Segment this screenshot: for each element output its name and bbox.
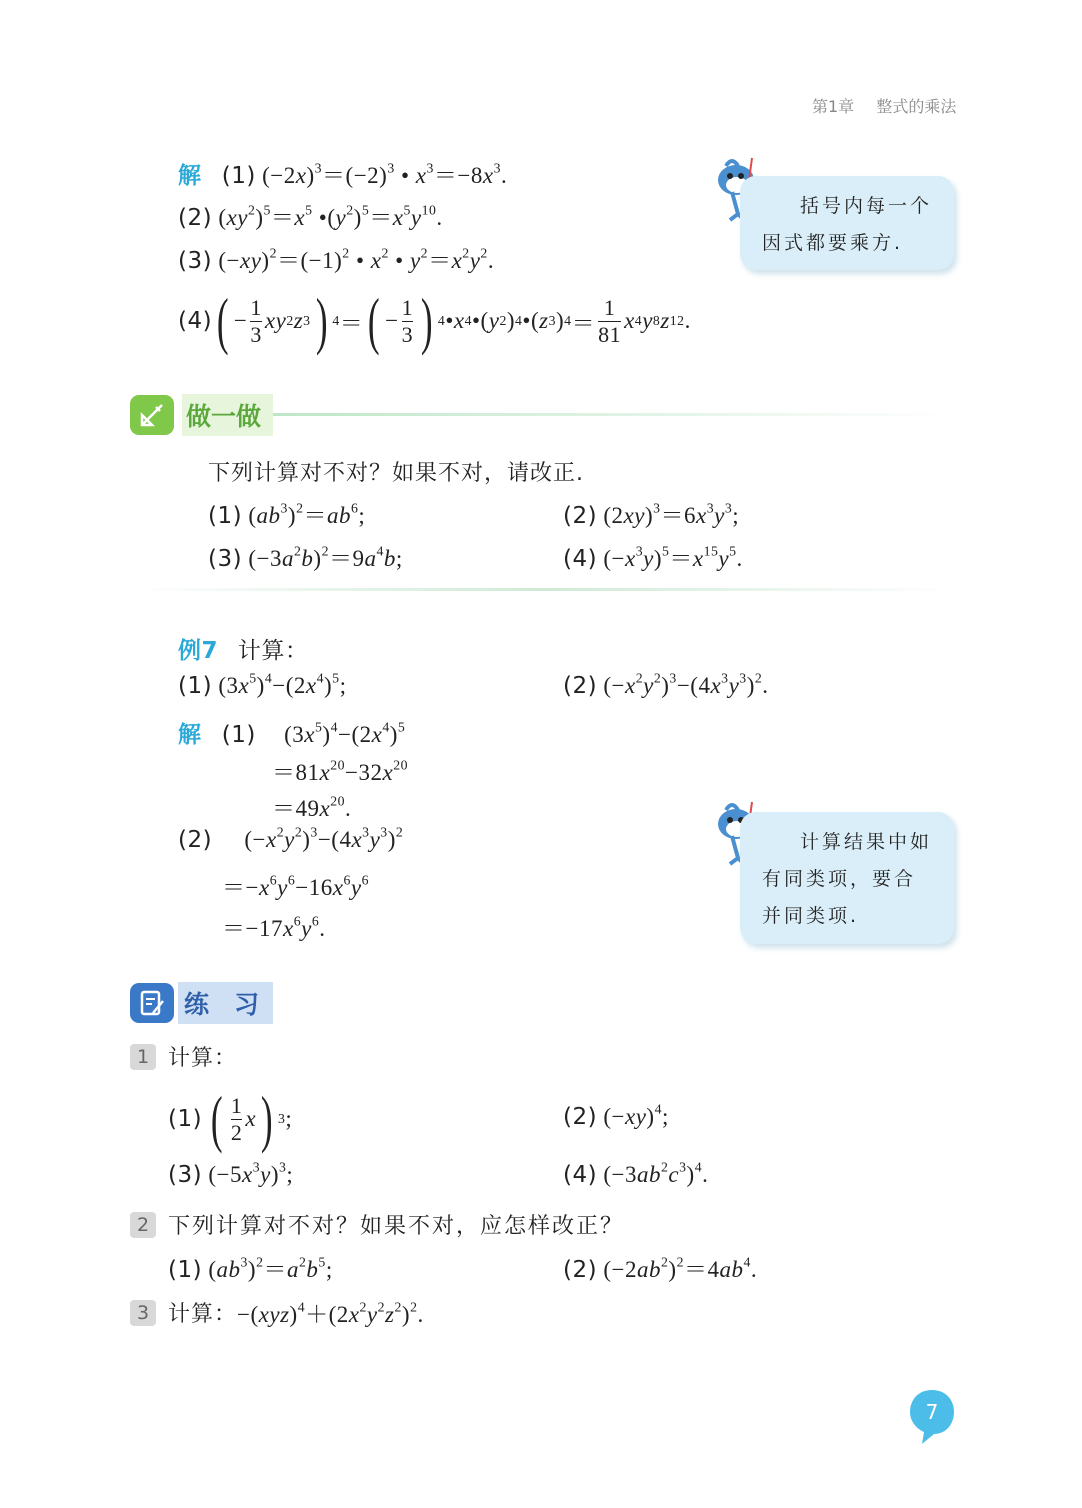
practice-question-2: [130, 1209, 624, 1240]
activity-divider: [270, 413, 954, 416]
example7-solution-2-line-2: $=-x^6y^6-16x^6y^6$: [222, 872, 369, 900]
question-prompt: 下列计算对不对？如果不对，应怎样改正？: [168, 1214, 625, 1239]
activity-item-2: (2) $(2xy)^3=6x^3y^3$;: [563, 500, 740, 529]
item-label: (2): [178, 827, 213, 853]
solution-label: 解: [178, 722, 202, 748]
practice-q1-item-2: (2) $(-xy)^4$;: [563, 1101, 669, 1130]
activity-item-1: (1) $(ab^3)^2=ab^6$;: [208, 500, 366, 529]
question-number-badge: 2: [130, 1212, 156, 1238]
example-prompt: 计算：: [237, 638, 309, 664]
practice-q2-item-1: (1) $(ab^3)^2=a^2b^5$;: [168, 1254, 333, 1283]
item-label: (1): [168, 1257, 203, 1283]
item-label: (4): [563, 546, 598, 572]
practice-header: [130, 982, 273, 1024]
practice-q1-item-3: (3) $(-5x^3y)^3$;: [168, 1159, 294, 1188]
solution-line-3: [178, 242, 494, 275]
example7-solution-2-line-3: $=-17x^6y^6$.: [222, 913, 326, 941]
math-expression: $(-xy)^2=(-1)^2$ • $x^2$ • $y^2=x^2y^2$.: [218, 245, 495, 273]
question-number-badge: 1: [130, 1044, 156, 1070]
item-label: (2): [563, 673, 598, 699]
activity-bottom-rule: [130, 588, 954, 591]
example7-solution-2-line-1: (2) $(-x^2y^2)^3-(4x^3y^3)^2$: [178, 824, 404, 853]
activity-title: 做一做: [182, 394, 273, 436]
item-label: (2): [563, 1257, 598, 1283]
item-label: (2): [178, 205, 213, 231]
question-expression: $-(xyz)^4+(2x^2y^2z^2)^2$.: [237, 1299, 424, 1327]
item-label: (1): [208, 503, 243, 529]
solution-line-2: [178, 199, 443, 232]
example7-solution-1-line-2: $=81x^{20}-32x^{20}$: [272, 757, 409, 785]
example7-solution-1-line-1: 解 (1) $(3x^5)^4-(2x^4)^5$: [178, 719, 406, 748]
item-label: (4): [178, 308, 213, 334]
item-label: (4): [563, 1162, 598, 1188]
practice-q1-item-4: (4) $(-3ab^2c^3)^4$.: [563, 1159, 709, 1188]
item-label: (3): [178, 248, 213, 274]
example-label: 例7: [178, 638, 219, 664]
solution-label: 解: [178, 163, 202, 189]
ruler-pencil-icon: [130, 395, 174, 435]
chapter-title: 整式的乘法: [876, 97, 957, 116]
solution-line-1: [178, 157, 507, 190]
example7-header: [178, 632, 308, 665]
practice-title: 练 习: [178, 982, 273, 1024]
math-expression: ( − $\frac{1}{3}$ xy 2 z 3 ) 4 ＝ ( − $\frac{1}{3}$ ) 4 • x 4 •( y 2 ) 4 •( z 3 ) 4 ＝ $\frac{1}{81}$ x 4 y 8 z 12 .: [217, 285, 691, 356]
example7-item-1: (1) $(3x^5)^4-(2x^4)^5$;: [178, 670, 347, 699]
activity-header: [130, 394, 273, 436]
chapter-number: 第1章: [812, 97, 855, 116]
practice-q1-item-1: (1) ( $\frac{1}{2}$ x ) 3 ;: [168, 1083, 293, 1154]
question-prompt: 计算：: [168, 1302, 238, 1327]
item-label: (1): [221, 722, 256, 748]
practice-question-3: [130, 1296, 424, 1329]
math-expression: $(xy^2)^5=x^5$ $•(y^2)^5=x^5y^{10}$.: [218, 202, 443, 230]
item-label: (1): [178, 673, 213, 699]
item-label: (3): [208, 546, 243, 572]
item-label: (2): [563, 1104, 598, 1130]
solution-line-4: [178, 286, 691, 356]
item-label: (3): [168, 1162, 203, 1188]
example7-solution-1-line-3: $=49x^{20}$.: [272, 793, 352, 821]
question-prompt: 计算：: [168, 1046, 238, 1071]
activity-item-3: (3) $(-3a^2b)^2=9a^4b$;: [208, 543, 403, 572]
item-label: (2): [563, 503, 598, 529]
notepad-icon: [130, 983, 174, 1023]
tip-text: 括号内每一个因式都要乘方.: [762, 195, 933, 254]
tip-note: [740, 176, 954, 270]
practice-question-1: [130, 1041, 237, 1072]
item-label: (1): [168, 1106, 203, 1132]
tip-text: 计算结果中如有同类项，要合并同类项.: [762, 831, 933, 927]
tip-note: [740, 812, 954, 944]
activity-prompt: 下列计算对不对？如果不对，请改正.: [208, 461, 584, 486]
question-number-badge: 3: [130, 1300, 156, 1326]
example7-item-2: (2) $(-x^2y^2)^3-(4x^3y^3)^2$.: [563, 670, 769, 699]
activity-item-4: (4) $(-x^3y)^5=x^{15}y^5$.: [563, 543, 743, 572]
page-number: 7: [925, 1400, 939, 1424]
practice-q2-item-2: (2) $(-2ab^2)^2=4ab^4$.: [563, 1254, 758, 1283]
running-header: [812, 94, 956, 117]
math-expression: $(-2x)^3=(-2)^3$ • $x^3=-8x^3$.: [262, 160, 508, 188]
item-label: (1): [221, 163, 256, 189]
